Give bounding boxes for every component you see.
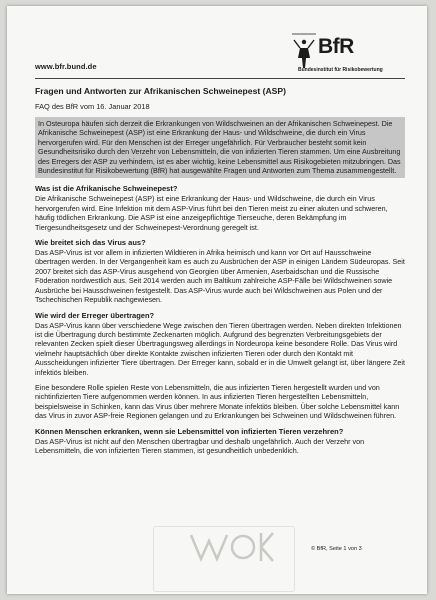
section-question: Wie wird der Erreger übertragen? xyxy=(35,310,155,320)
section-question: Was ist die Afrikanische Schweinepest? xyxy=(35,184,178,194)
page-footer: © BfR, Seite 1 von 3 xyxy=(311,546,362,552)
section-paragraph: Das ASP-Virus kann über verschiedene Wege zwischen den Tieren übertragen werden. Neben direkten Infektionen ist die Übertragung durch bestimmte Zeckenarten möglich. Aufgrund des begrenzten Verbreitungsgebiets der relevanten Zecken spielt dieser Übertragungsweg allerdings in Nordeuropa keine besondere Rolle. Das Virus wird vielmehr hauptsächlich über direkte Kontakte zwischen infizierten Tieren oder durch den Kontakt mit Ausscheidungen infizierter Tiere übertragen. Der Erreger kann, sobald er in die Umwelt gelangt ist, über längere Zeit infektiös bleiben. xyxy=(35,320,405,377)
watermark-logo-icon xyxy=(187,527,277,567)
header-divider xyxy=(35,78,405,79)
document-title: Fragen und Antworten zur Afrikanischen Schweinepest (ASP) xyxy=(35,86,287,96)
section xyxy=(35,184,405,232)
section xyxy=(35,311,405,421)
logo-text: BfR xyxy=(318,35,354,58)
document-page xyxy=(7,6,427,594)
section-paragraph: Die Afrikanische Schweinepest (ASP) ist eine Erkrankung der Haus- und Wildschweine, die durch ein Virus hervorgerufen wird. Eine Infektion mit dem ASP-Virus führt bei den Tieren meist zu einer akuten und schweren, häufig tödlichen Erkrankung. Die ASP ist eine anzeigepflichtige Tierseuche, deren Bekämpfung im Tiergesundheitsgesetz und der Schweinepest-Verordnung geregelt ist. xyxy=(35,194,388,232)
section-paragraph: Das ASP-Virus ist nicht auf den Menschen übertragbar und deshalb ungefährlich. Auch der Verzehr von Lebensmitteln, die von infizierten Tieren stammen, ist gesundheitlich unbedenklich. xyxy=(35,436,365,455)
document-body xyxy=(35,86,405,461)
logo-subtitle: Bundesinstitut für Risikobewertung xyxy=(298,67,383,73)
section-paragraph: Das ASP-Virus ist vor allem in infizierten Wildtieren in Afrika heimisch und kann vor Ort auf Hausschweine übertragen werden. In der Vergangenheit kam es auch zu Ausbrüchen der ASP in einigen Ländern Südeuropas. Seit 2007 breitet sich das ASP-Virus ausgehend von Georgien über Armenien, Aserbaidschan und die Russische Föderation nordwestlich aus. Seit 2014 werden auch im Baltikum zahlreiche ASP-Fälle bei Wildschweinen sowie Ausbrüche bei Hausschweinen festgestellt. Das ASP-Virus wurde auch bei Wildschweinen aus Polen und der Tschechischen Republik nachgewiesen. xyxy=(35,248,405,305)
section-question: Wie breitet sich das Virus aus? xyxy=(35,238,146,248)
document-date: FAQ des BfR vom 16. Januar 2018 xyxy=(35,102,150,111)
section-question: Können Menschen erkranken, wenn sie Lebensmittel von infizierten Tieren verzehren? xyxy=(35,426,344,436)
section-paragraph: Eine besondere Rolle spielen Reste von Lebensmitteln, die aus infizierten Tieren hergestellt wurden und von nichtinfizierten Tiere aufgenommen werden können. In aus infizierten Tieren hergestellten Lebensmitteln, beispielsweise in Schinken, kann das Virus über mehrere Monate infektiös bleiben. Über solche Lebensmittel kann das Virus in zuvor ASP-freie Regionen gelangen und zu Erkrankungen bei Schweinen und Wildschweinen führen. xyxy=(35,382,400,421)
intro-box: In Osteuropa häufen sich derzeit die Erkrankungen von Wildschweinen an der Afrikanischen Schweinepest. Die Afrikanische Schweinepest (ASP) ist eine Erkrankung der Haus- und Wildschweine, die durch ein Virus hervorgerufen wird. Für den Menschen ist der Erreger ungefährlich. Für Verbraucher besteht somit kein Gesundheitsrisiko durch den Verzehr von Lebensmitteln, die von infizierten Tieren stammen. Um eine Ausbreitung des Erregers der ASP zu verhindern, ist es aber wichtig, keine Lebensmittel aus Risikogebieten mitzubringen. Das Bundesinstitut für Risikobewertung (BfR) hat ausgewählte Fragen und Antworten zum Thema zusammengestellt. xyxy=(35,117,405,178)
section xyxy=(35,238,405,304)
website-url: www.bfr.bund.de xyxy=(35,62,97,71)
section xyxy=(35,427,405,456)
